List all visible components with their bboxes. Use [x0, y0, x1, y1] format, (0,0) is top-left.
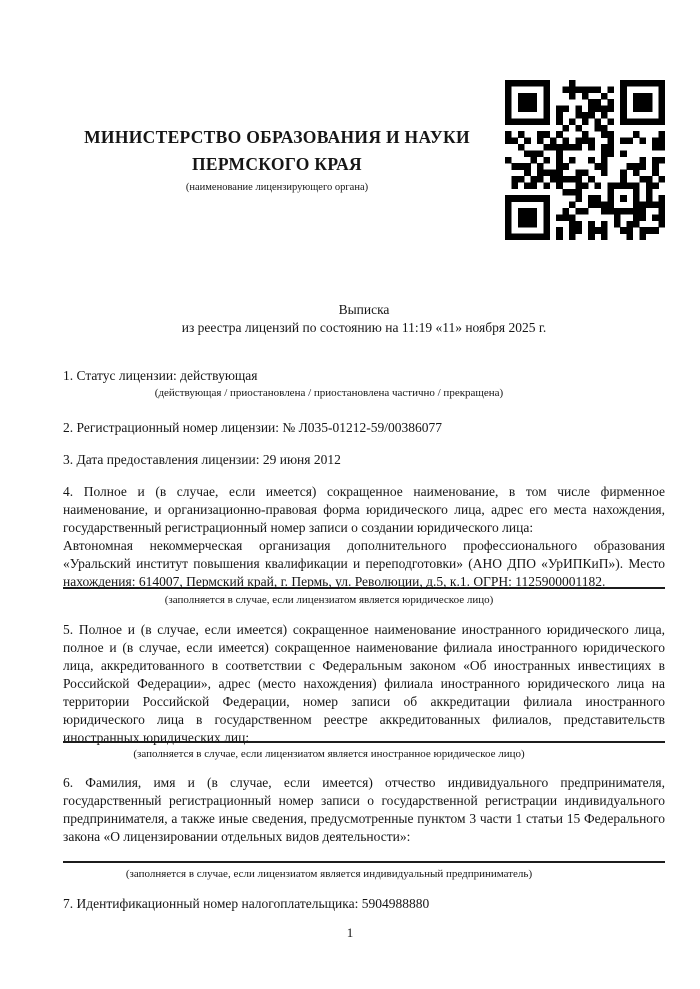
field-taxpayer-number: 7. Идентификационный номер налогоплательщика: 5904988880	[63, 896, 430, 911]
field-legal-entity-label: 4. Полное и (в случае, если имеется) сокращенное наименование, в том числе фирменное наименование, и организационно-правовая форма юридического лица, адрес его места нахождения, государственный регистрационный номер записи о создании юридического лица:	[63, 484, 665, 535]
fill-line-individual	[63, 861, 665, 863]
field-license-status-caption: (действующая / приостановлена / приостановлена частично / прекращена)	[154, 387, 504, 399]
fill-line-legal-entity	[63, 587, 665, 589]
field-individual-caption: (заполняется в случае, если лицензиатом является индивидуальный предприниматель)	[125, 868, 533, 880]
ministry-header	[63, 124, 491, 194]
qr-code-icon	[505, 80, 665, 240]
document-title-line2: из реестра лицензий по состоянию на 11:19 «11» ноября 2025 г.	[181, 320, 547, 335]
field-foreign-entity-label: 5. Полное и (в случае, если имеется) сокращенное наименование иностранного юридического лица, полное и (в случае, если имеется) сокращенное наименование филиала иностранного юридического лица, аккредитованного в соответствии с Федеральным законом «Об иностранных инвестициях в Российской Федерации», адрес (место нахождения) филиала иностранного юридического лица на территории Российской Федерации, номер записи об аккредитации филиала иностранного юридического лица в государственном реестре аккредитованных филиалов, представительств иностранных юридических лиц:	[63, 622, 665, 745]
field-legal-entity-value: Автономная некоммерческая организация дополнительного профессионального образования «Уральский институт повышения квалификации и переподготовки» (АНО ДПО «УрИПКиП»). Место нахождения: 614007, Пермский край, г. Пермь, ул. Революции, д.5, к.1. ОГРН: 1125900001182.	[63, 538, 665, 589]
page-number: 1	[346, 925, 354, 940]
field-foreign-entity-caption: (заполняется в случае, если лицензиатом является иностранное юридическое лицо)	[133, 748, 525, 760]
ministry-name-line1: МИНИСТЕРСТВО ОБРАЗОВАНИЯ И НАУКИ	[84, 127, 470, 147]
field-license-status: 1. Статус лицензии: действующая	[63, 368, 258, 383]
field-legal-entity	[63, 483, 665, 591]
document-title	[63, 301, 665, 337]
field-individual-label: 6. Фамилия, имя и (в случае, если имеется) отчество индивидуального предпринимателя, государственный регистрационный номер записи о государственной регистрации индивидуального предпринимателя, а также иные сведения, предусмотренные пунктом 3 части 1 статьи 15 Федерального закона «О лицензировании отдельных видов деятельности»:	[63, 775, 665, 844]
document-title-line1: Выписка	[338, 302, 390, 317]
field-registration-number: 2. Регистрационный номер лицензии: № Л035-01212-59/00386077	[63, 420, 443, 435]
ministry-name-line2: ПЕРМСКОГО КРАЯ	[192, 154, 362, 174]
fill-line-foreign-entity	[63, 741, 665, 743]
ministry-caption: (наименование лицензирующего органа)	[185, 182, 369, 193]
field-grant-date: 3. Дата предоставления лицензии: 29 июня 2012	[63, 452, 341, 467]
field-legal-entity-caption: (заполняется в случае, если лицензиатом является юридическое лицо)	[164, 594, 494, 606]
